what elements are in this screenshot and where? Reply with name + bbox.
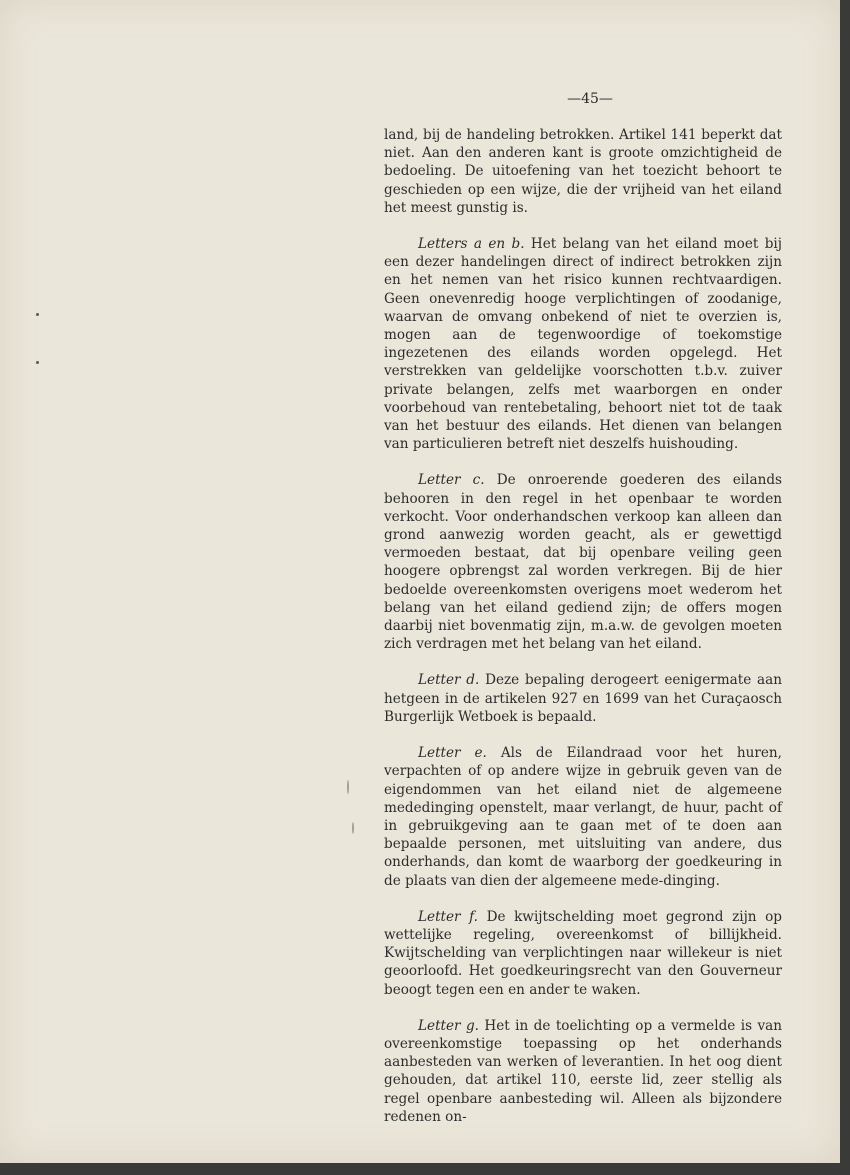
paragraph-text: De onroerende goederen des eilands behooren in den regel in het openbaar te worden verkocht. Voor onderhandschen verkoop kan alleen dan grond aanwezig worden geacht, als er gewettigd vermoeden bestaat, dat bij openbare veiling geen hoogere opbrengst zal worden verkregen. Bij de hier bedoelde overeenkomsten overigens moet wederom het belang van het eiland gediend zijn; de offers mogen daarbij niet bovenmatig zijn, m.a.w. de gevolgen moeten zich verdragen met het belang van het eiland. [384,472,782,653]
paragraph-letter-c [384,471,782,653]
paper-speck [347,780,349,794]
paragraph-letter-g [384,1017,782,1126]
paragraph-intro [384,126,782,217]
paragraph-lead: Letter e. [418,745,487,762]
page-number: —45— [567,91,613,107]
paragraph-lead: Letter c. [418,472,485,489]
paper-speck [36,361,39,364]
paragraph-lead: Letter f. [418,908,478,925]
paragraph-text: De kwijtschelding moet gegrond zijn op wettelijke regeling, overeenkomst of billijkheid. Kwijtschelding van verplichtingen naar willekeur is niet geoorloofd. Het goedkeuringsrecht van den Gouverneur beoogt tegen een en ander te waken. [384,908,783,998]
paragraph-text: Het in de toelichting op a vermelde is van overeenkomstige toepassing op het onderhands aanbesteden van werken of leverantien. In het oog dient gehouden, dat artikel 110, eerste lid, zeer stellig als regel openbare aanbesteding wil. Alleen als bijzondere redenen on- [384,1017,783,1125]
paper-speck [36,313,39,316]
paragraph-text: Als de Eilandraad voor het huren, verpachten of op andere wijze in gebruik geven van de eigendommen van het eiland niet de algemeene mededinging openstelt, maar verlangt, de huur, pacht of in gebruikgeving aan te gaan met of te doen aan bepaalde personen, met uitsluiting van andere, dus onderhands, dan komt de waarborg der goedkeuring in de plaats van dien der algemeene mede-dinging. [384,745,782,889]
paragraph-lead: Letters a en b. [418,236,525,253]
paragraph-letter-f [384,908,782,999]
paper-speck [352,822,354,834]
paragraph-letters-a-b [384,235,782,453]
paragraph-letter-d [384,671,782,726]
paragraph-text: Het belang van het eiland moet bij een dezer handelingen direct of indirect betrokken zijn en het nemen van het risico kunnen rechtvaardigen. Geen onevenredig hooge verplichtingen of zoodanige, waarvan de omvang onbekend of niet te overzien is, mogen aan de tegenwoordige of toekomstige ingezetenen des eilands worden opgelegd. Het verstrekken van geldelijke voorschotten t.b.v. zuiver private belangen, zelfs met waarborgen en onder voorbehoud van rentebetaling, behoort niet tot de taak van het bestuur des eilands. Het dienen van belangen van particulieren betreft niet deszelfs huishouding. [384,236,782,453]
paragraph-text: Deze bepaling derogeert eenigermate aan hetgeen in de artikelen 927 en 1699 van het Curaçaosch Burgerlijk Wetboek is bepaald. [384,672,782,725]
paragraph-text: land, bij de handeling betrokken. Artikel 141 beperkt dat niet. Aan den anderen kant is groote omzichtigheid de bedoeling. De uitoefening van het toezicht behoort te geschieden op een wijze, die der vrijheid van het eiland het meest gunstig is. [384,127,782,216]
paragraph-letter-e [384,744,782,890]
paragraph-lead: Letter d. [418,672,480,689]
paragraph-lead: Letter g. [418,1017,479,1034]
body-text [384,126,782,1126]
